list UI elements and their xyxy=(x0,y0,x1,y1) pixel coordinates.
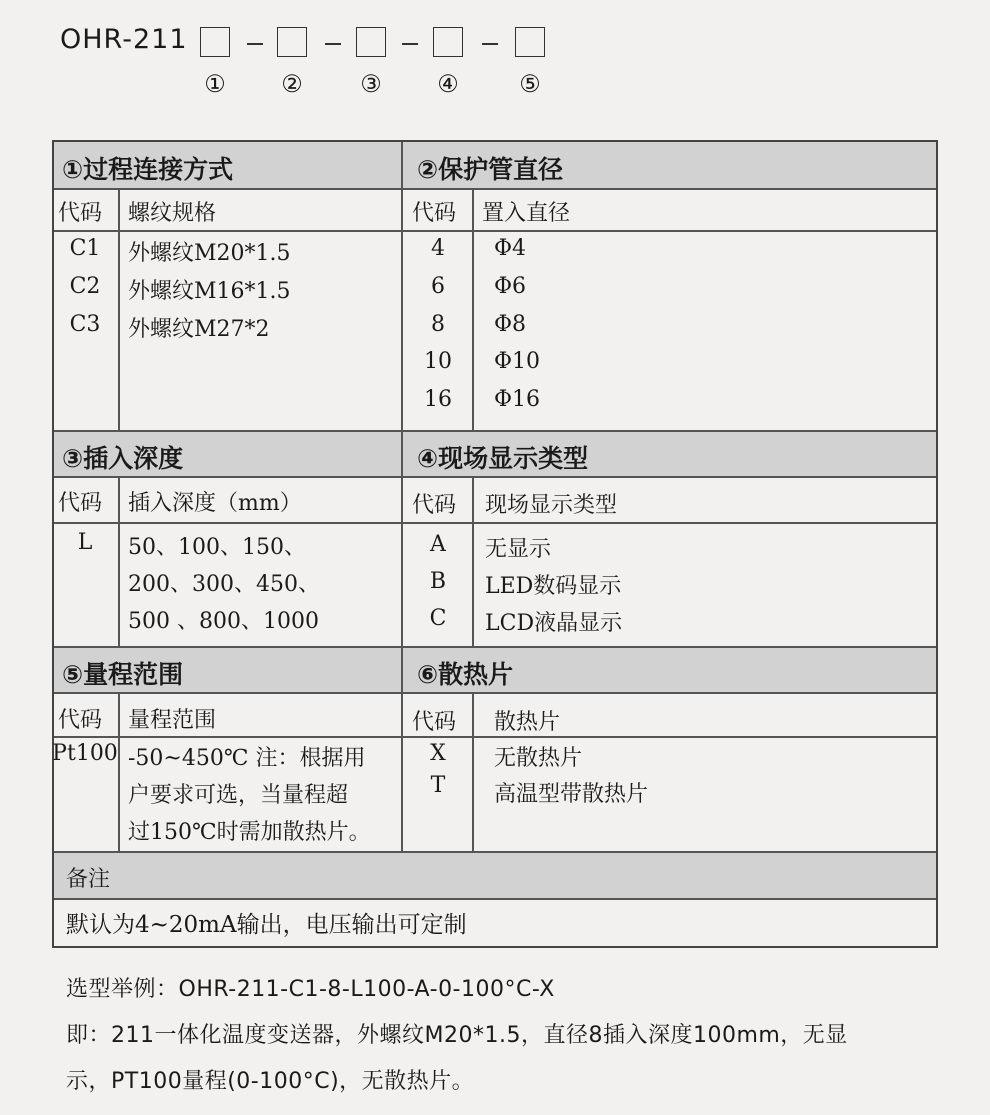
table-row-code: L xyxy=(77,530,93,555)
marker-5: ⑤ xyxy=(519,70,541,98)
table-row-code: 8 xyxy=(431,312,445,337)
table-row-value: LCD液晶显示 xyxy=(485,611,623,636)
table-row-value: 高温型带散热片 xyxy=(494,782,649,807)
col-header-code: 代码 xyxy=(58,201,103,226)
table-row-value: 外螺纹M20*1.5 xyxy=(128,241,291,266)
marker-2: ② xyxy=(281,70,303,98)
col-header-heat-sink: 散热片 xyxy=(494,710,561,735)
col-header-display: 现场显示类型 xyxy=(485,493,618,518)
table-row-code: Pt100 xyxy=(52,741,118,766)
table-row-code: 10 xyxy=(424,349,452,374)
table-row-code: C2 xyxy=(69,274,101,299)
range-note-line: 户要求可选，当量程超 xyxy=(128,783,349,808)
note-text: 默认为4~20mA输出，电压输出可定制 xyxy=(66,912,467,938)
dash-4 xyxy=(482,43,498,45)
marker-3: ③ xyxy=(360,70,382,98)
table-row-code: C1 xyxy=(69,236,101,261)
section-title-range: ⑤量程范围 xyxy=(62,660,184,689)
section-title-display-type: ④现场显示类型 xyxy=(417,444,589,473)
table-row-code: B xyxy=(429,569,447,594)
section-title-tube-diameter: ②保护管直径 xyxy=(417,155,564,184)
table-row-code: X xyxy=(430,741,446,766)
col-header-code: 代码 xyxy=(412,493,457,518)
col-header-depth: 插入深度（mm） xyxy=(128,491,302,516)
dash-3 xyxy=(402,43,418,45)
table-row-value: Φ4 xyxy=(494,236,527,261)
range-note-line: 过150℃时需加散热片。 xyxy=(128,820,371,845)
col-header-code: 代码 xyxy=(412,710,457,735)
dash-2 xyxy=(325,43,341,45)
table-row-code: 6 xyxy=(431,274,445,299)
table-row-code: C3 xyxy=(69,312,101,337)
table-row-code: 16 xyxy=(424,387,452,412)
col-header-range: 量程范围 xyxy=(128,708,217,733)
range-note-line: -50~450℃ 注：根据用 xyxy=(128,746,366,771)
placeholder-box-2 xyxy=(277,27,307,57)
placeholder-box-5 xyxy=(515,27,545,57)
placeholder-box-4 xyxy=(433,27,463,57)
section-title-process-connection: ①过程连接方式 xyxy=(62,155,234,184)
section-title-insertion-depth: ③插入深度 xyxy=(62,444,184,473)
col-header-diameter: 置入直径 xyxy=(482,201,571,226)
section-title-heat-sink: ⑥散热片 xyxy=(417,660,514,689)
depth-values-line: 500 、800、1000 xyxy=(128,609,319,634)
placeholder-box-3 xyxy=(356,27,386,57)
col-header-code: 代码 xyxy=(58,491,103,516)
example-line: 示，PT100量程(0-100°C)，无散热片。 xyxy=(66,1069,475,1094)
example-line: 选型举例：OHR-211-C1-8-L100-A-0-100°C-X xyxy=(66,977,555,1002)
table-row-value: Φ16 xyxy=(494,387,541,412)
table-row-value: 无显示 xyxy=(485,537,552,562)
table-row-value: LED数码显示 xyxy=(485,574,622,599)
table-row-code: 4 xyxy=(431,236,445,261)
dash-1 xyxy=(247,43,263,45)
col-header-code: 代码 xyxy=(412,201,457,226)
col-header-thread: 螺纹规格 xyxy=(128,201,217,226)
col-header-code: 代码 xyxy=(58,708,103,733)
example-line: 即：211一体化温度变送器，外螺纹M20*1.5，直径8插入深度100mm，无显 xyxy=(66,1023,848,1048)
table-row-value: Φ6 xyxy=(494,274,527,299)
table-row-code: A xyxy=(430,532,446,557)
depth-values-line: 50、100、150、 xyxy=(128,535,306,560)
table-row-value: Φ8 xyxy=(494,312,527,337)
table-row-value: 外螺纹M27*2 xyxy=(128,317,270,342)
table-row-value: Φ10 xyxy=(494,349,541,374)
model-code: OHR-211 xyxy=(60,24,188,55)
table-row-value: 外螺纹M16*1.5 xyxy=(128,279,291,304)
note-title: 备注 xyxy=(66,867,111,892)
depth-values-line: 200、300、450、 xyxy=(128,572,320,597)
table-row-code: C xyxy=(429,606,447,631)
table-row-value: 无散热片 xyxy=(494,746,583,771)
table-row-code: T xyxy=(430,773,446,798)
marker-4: ④ xyxy=(437,70,459,98)
marker-1: ① xyxy=(204,70,226,98)
placeholder-box-1 xyxy=(200,27,230,57)
